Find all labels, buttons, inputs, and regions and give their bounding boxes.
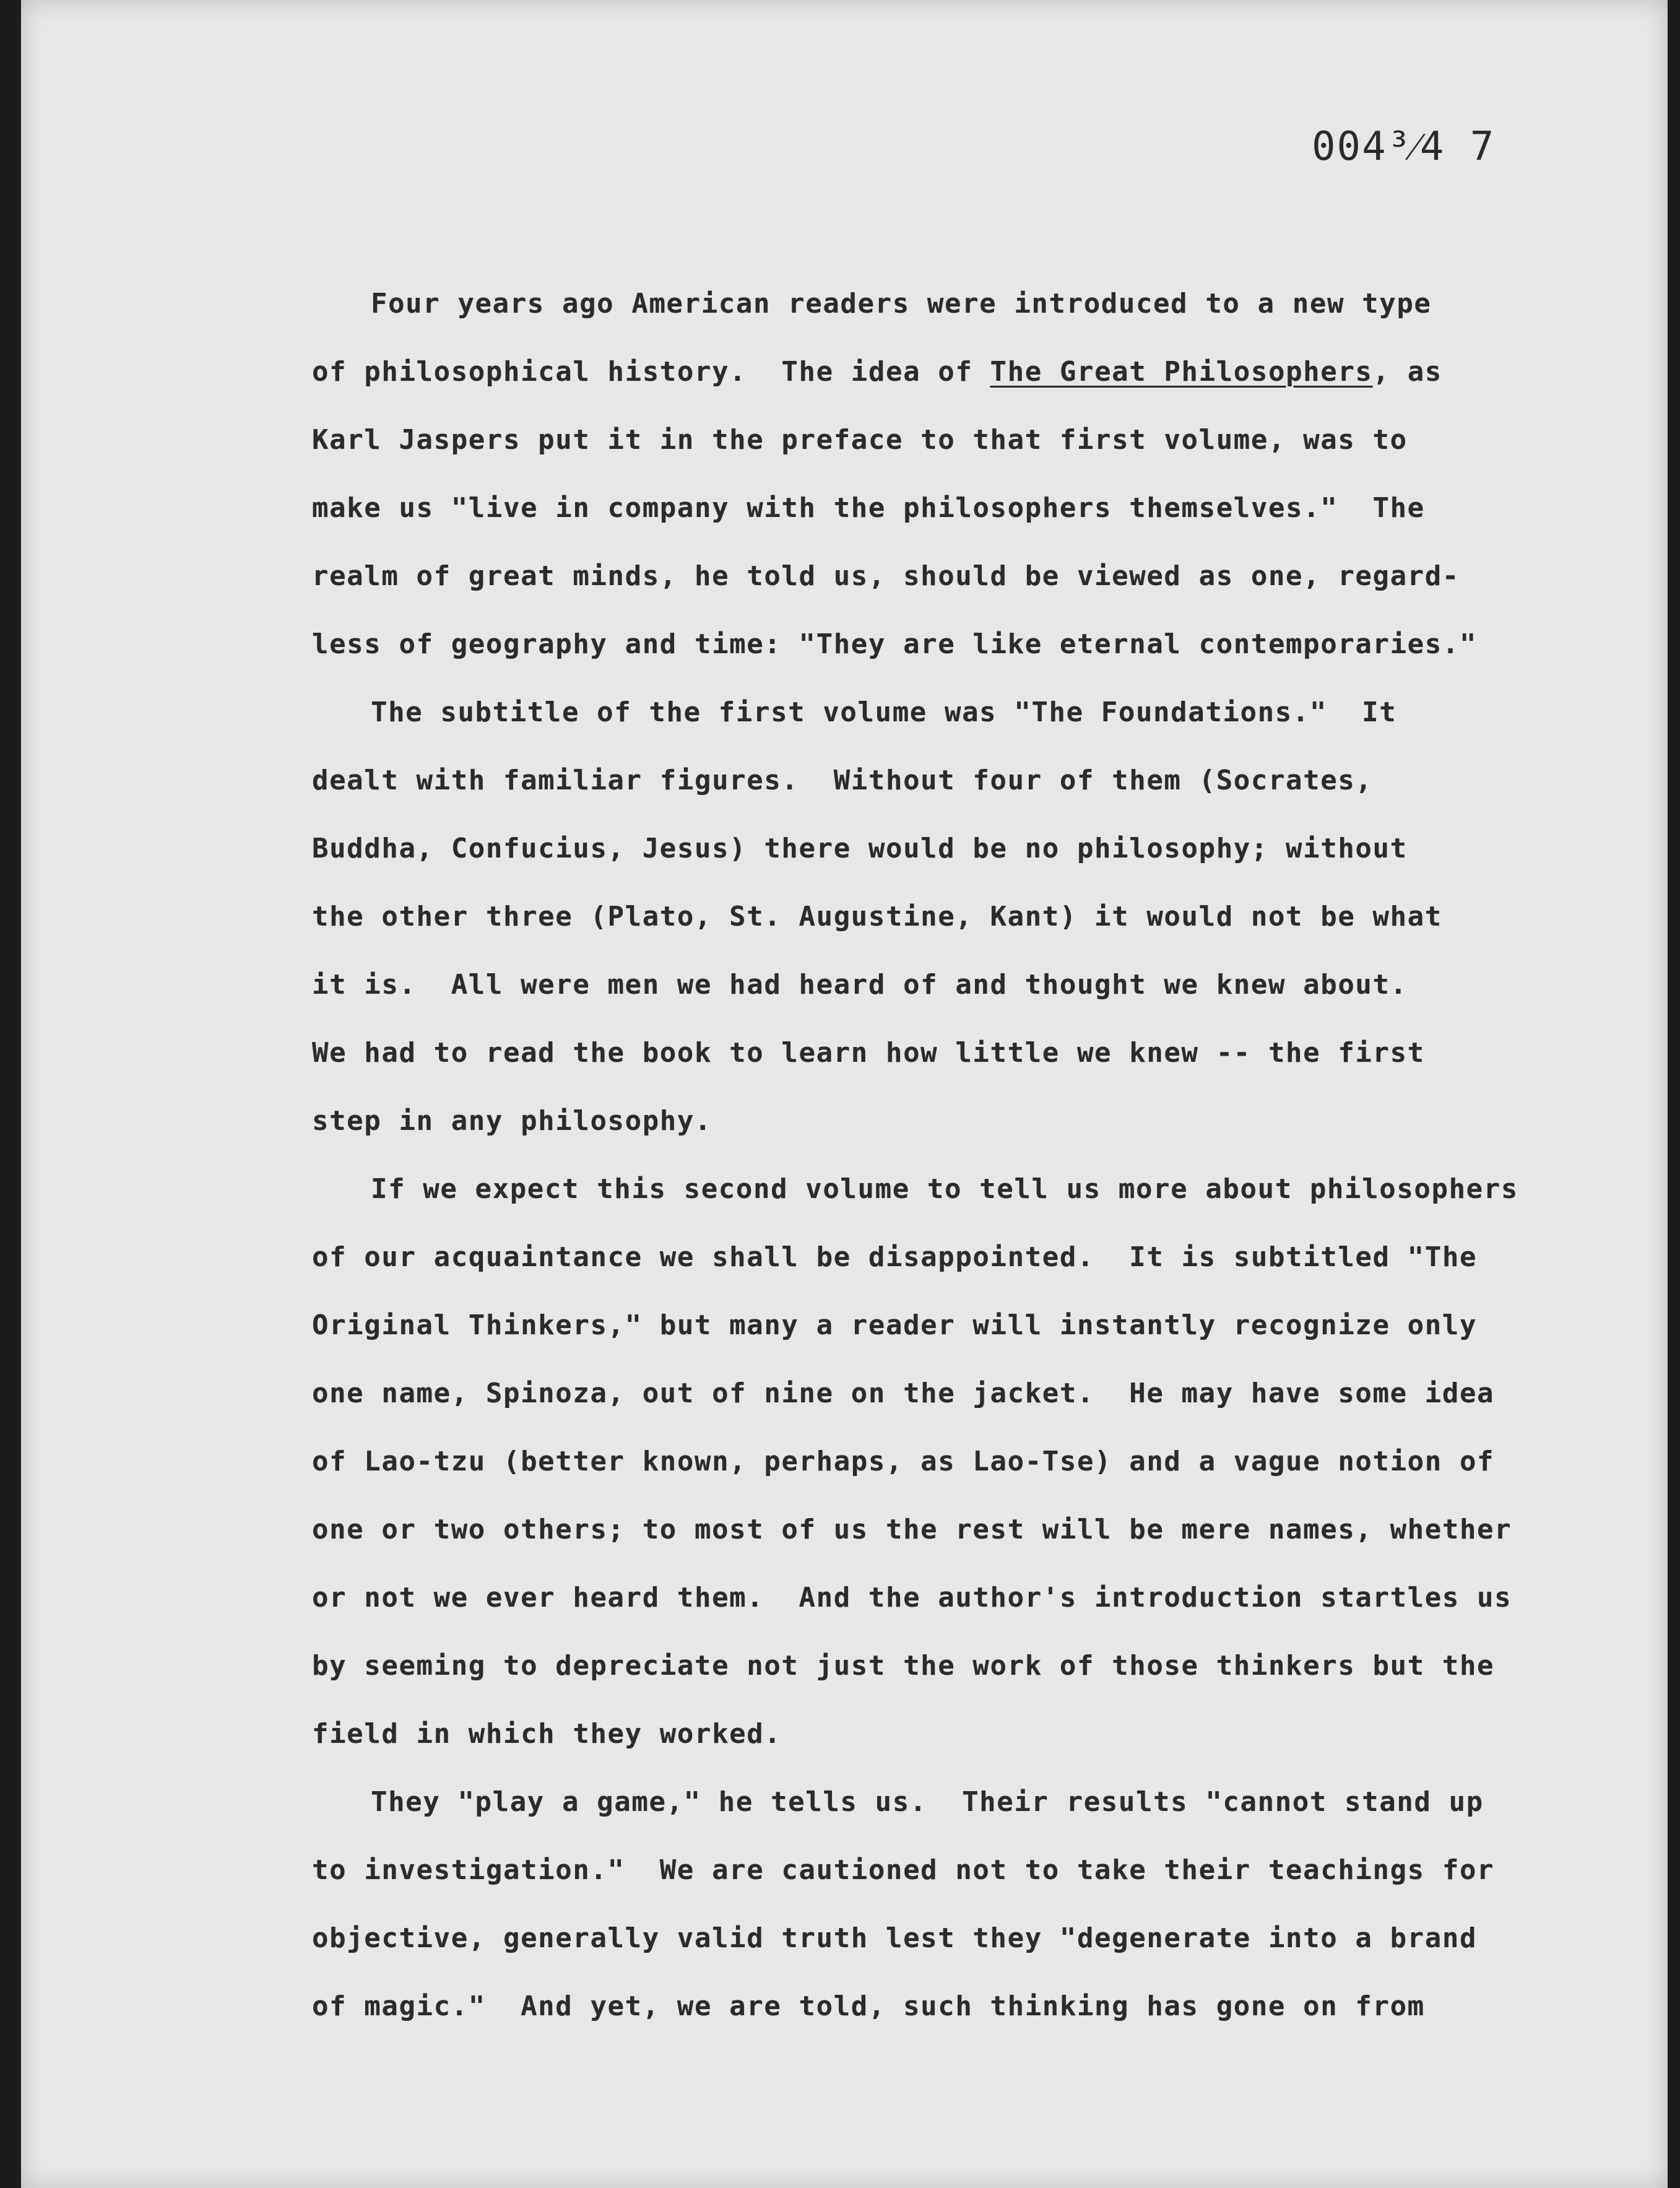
- text-segment: , as: [1372, 356, 1442, 388]
- text-line: Karl Jaspers put it in the preface to that first volume, was to: [312, 424, 1408, 456]
- text-line: of Lao-tzu (better known, perhaps, as Lao-Tse) and a vague notion of: [312, 1446, 1495, 1477]
- body-text: [312, 270, 1661, 2041]
- text-line: dealt with familiar figures. Without four of them (Socrates,: [312, 765, 1373, 796]
- text-line: step in any philosophy.: [312, 1105, 712, 1137]
- page-number: 004³⁄4 7: [1312, 124, 1496, 170]
- text-line: one name, Spinoza, out of nine on the jacket. He may have some idea: [312, 1378, 1495, 1409]
- text-line-with-title: [312, 338, 1661, 406]
- text-line: of magic." And yet, we are told, such thinking has gone on from: [312, 1990, 1425, 2022]
- text-line: or not we ever heard them. And the author's introduction startles us: [312, 1582, 1512, 1613]
- text-segment: of philosophical history. The idea of: [312, 356, 990, 388]
- text-line: realm of great minds, he told us, should be viewed as one, regard-: [312, 560, 1460, 592]
- text-line: by seeming to depreciate not just the work of those thinkers but the: [312, 1650, 1495, 1682]
- text-line: objective, generally valid truth lest they "degenerate into a brand: [312, 1922, 1478, 1954]
- typewritten-page: [21, 0, 1668, 2188]
- text-line: one or two others; to most of us the rest will be mere names, whether: [312, 1514, 1512, 1545]
- text-line: to investigation." We are cautioned not to take their teachings for: [312, 1854, 1495, 1886]
- text-line: the other three (Plato, St. Augustine, Kant) it would not be what: [312, 901, 1442, 932]
- text-line: Original Thinkers," but many a reader will instantly recognize only: [312, 1309, 1478, 1341]
- text-line: Four years ago American readers were introduced to a new type: [371, 288, 1432, 319]
- text-line: Buddha, Confucius, Jesus) there would be no philosophy; without: [312, 833, 1408, 864]
- text-line: The subtitle of the first volume was "The Foundations." It: [371, 697, 1397, 728]
- text-line: of our acquaintance we shall be disappointed. It is subtitled "The: [312, 1241, 1478, 1273]
- text-line: They "play a game," he tells us. Their results "cannot stand up: [371, 1786, 1484, 1818]
- text-line: field in which they worked.: [312, 1718, 782, 1750]
- book-title: The Great Philosophers: [990, 356, 1373, 388]
- text-line: it is. All were men we had heard of and thought we knew about.: [312, 969, 1408, 1001]
- text-line: less of geography and time: "They are like eternal contemporaries.": [312, 628, 1478, 660]
- text-line: make us "live in company with the philosophers themselves." The: [312, 492, 1425, 524]
- text-line: If we expect this second volume to tell us more about philosophers: [371, 1173, 1518, 1205]
- text-line: We had to read the book to learn how little we knew -- the first: [312, 1037, 1425, 1069]
